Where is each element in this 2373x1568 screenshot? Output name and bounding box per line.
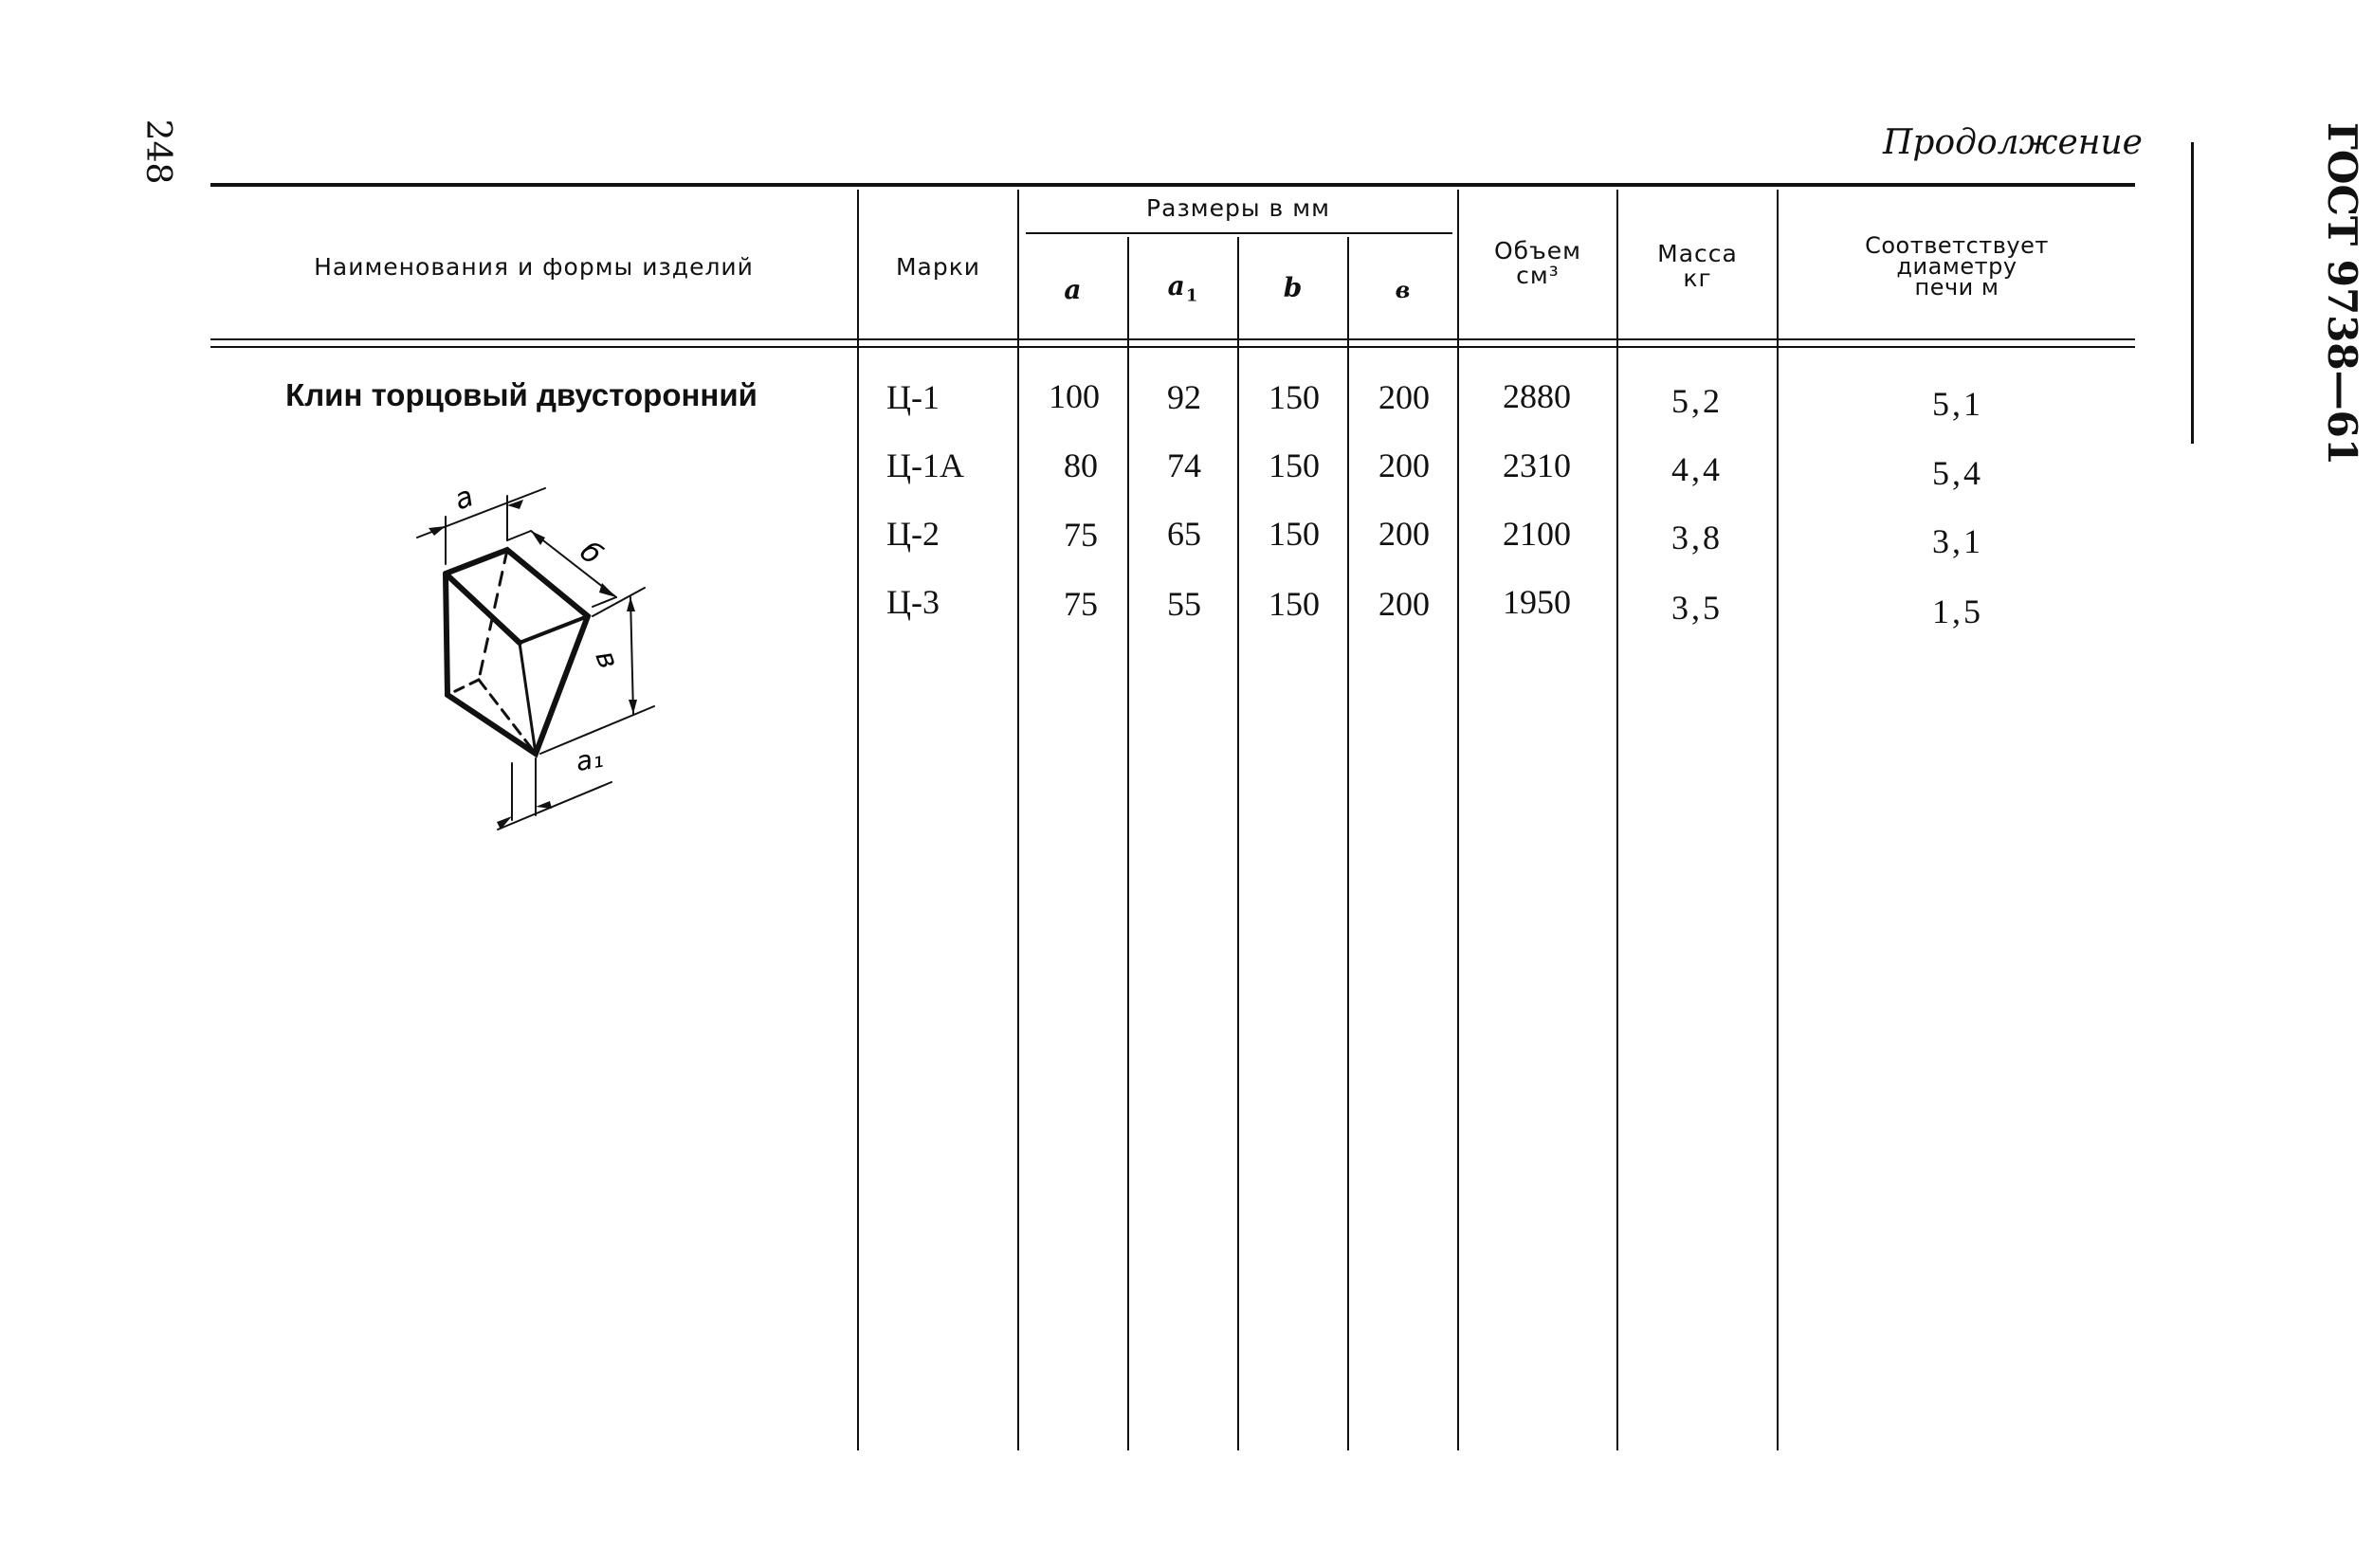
standard-side-rule [2191, 142, 2194, 444]
row-4-diameter: 1,5 [1932, 593, 1983, 630]
row-1-volume: 2880 [1503, 377, 1571, 415]
continuation-label: Продолжение [1883, 123, 2143, 162]
row-4-mass: 3,5 [1671, 589, 1723, 627]
standard-id: ГОСТ 9738—61 [2319, 121, 2365, 466]
header-mass-label: Масса [1657, 240, 1738, 267]
header-dim-b: b [1283, 272, 1304, 303]
header-mass [1618, 242, 1777, 291]
row-3-mass: 3,8 [1671, 519, 1723, 556]
header-bottom-rule-2 [210, 346, 2135, 348]
table-top-rule [210, 183, 2135, 187]
header-marks: Марки [895, 253, 981, 281]
header-dim-a1-subscript: 1 [1185, 285, 1199, 306]
row-3-mark: Ц-2 [886, 515, 940, 553]
row-2-a: 80 [1064, 447, 1098, 484]
row-2-mark: Ц-1А [886, 447, 964, 484]
header-diameter-line2: диаметру [1896, 253, 2017, 280]
header-dimensions-group: Размеры в мм [1146, 194, 1330, 222]
row-3-a1: 65 [1167, 515, 1201, 553]
row-3-a: 75 [1064, 516, 1098, 554]
drawing-label-a1: a₁ [573, 741, 606, 778]
row-4-v: 200 [1378, 585, 1430, 623]
col-divider-b [1237, 237, 1239, 1450]
header-volume [1459, 239, 1616, 288]
row-1-mark: Ц-1 [886, 378, 940, 416]
col-divider-mass [1616, 190, 1618, 1450]
row-1-diameter: 5,1 [1932, 385, 1983, 423]
header-diameter [1779, 232, 2135, 301]
row-1-v: 200 [1378, 378, 1430, 416]
row-3-b: 150 [1269, 515, 1320, 553]
row-4-b: 150 [1269, 585, 1320, 623]
col-divider-diameter [1777, 190, 1779, 1450]
row-1-a1: 92 [1167, 378, 1201, 416]
row-2-diameter: 5,4 [1932, 454, 1983, 492]
row-2-volume: 2310 [1503, 447, 1571, 484]
product-name: Клин торцовый двусторонний [285, 377, 758, 412]
row-2-v: 200 [1378, 447, 1430, 484]
row-1-b: 150 [1269, 378, 1320, 416]
row-3-v: 200 [1378, 515, 1430, 553]
header-diameter-line3: печи м [1914, 274, 1999, 301]
header-dim-a: a [1064, 274, 1083, 305]
row-2-a1: 74 [1167, 447, 1201, 484]
drawing-label-v: в [588, 646, 626, 674]
col-divider-marks [857, 190, 859, 1450]
header-volume-unit: см³ [1516, 262, 1560, 289]
header-volume-label: Объем [1494, 237, 1581, 264]
row-1-a: 100 [1049, 377, 1100, 415]
header-bottom-rule-1 [210, 338, 2135, 340]
dimensions-group-rule [1026, 232, 1452, 234]
row-4-volume: 1950 [1503, 583, 1571, 621]
col-divider-a [1017, 190, 1019, 1450]
header-mass-unit: кг [1683, 264, 1712, 292]
row-4-mark: Ц-3 [886, 583, 940, 621]
page-number: 248 [138, 119, 177, 185]
row-4-a: 75 [1064, 585, 1098, 623]
header-dim-v: в [1395, 276, 1412, 303]
row-2-mass: 4,4 [1671, 450, 1723, 488]
row-2-b: 150 [1269, 447, 1320, 484]
row-3-volume: 2100 [1503, 515, 1571, 553]
header-dim-a1-letter: a [1167, 270, 1186, 301]
row-3-diameter: 3,1 [1932, 522, 1983, 560]
row-4-a1: 55 [1167, 585, 1201, 623]
drawing-label-a: a [449, 480, 479, 518]
header-dim-a1 [1129, 270, 1237, 310]
drawing-label-b: б [573, 535, 609, 573]
wedge-brick-drawing [389, 469, 673, 848]
header-name: Наименования и формы изделий [314, 253, 754, 281]
header-diameter-line1: Соответствует [1865, 232, 2049, 259]
row-1-mass: 5,2 [1671, 382, 1723, 420]
col-divider-v [1347, 237, 1349, 1450]
col-divider-a1 [1127, 237, 1129, 1450]
col-divider-volume [1457, 190, 1459, 1450]
